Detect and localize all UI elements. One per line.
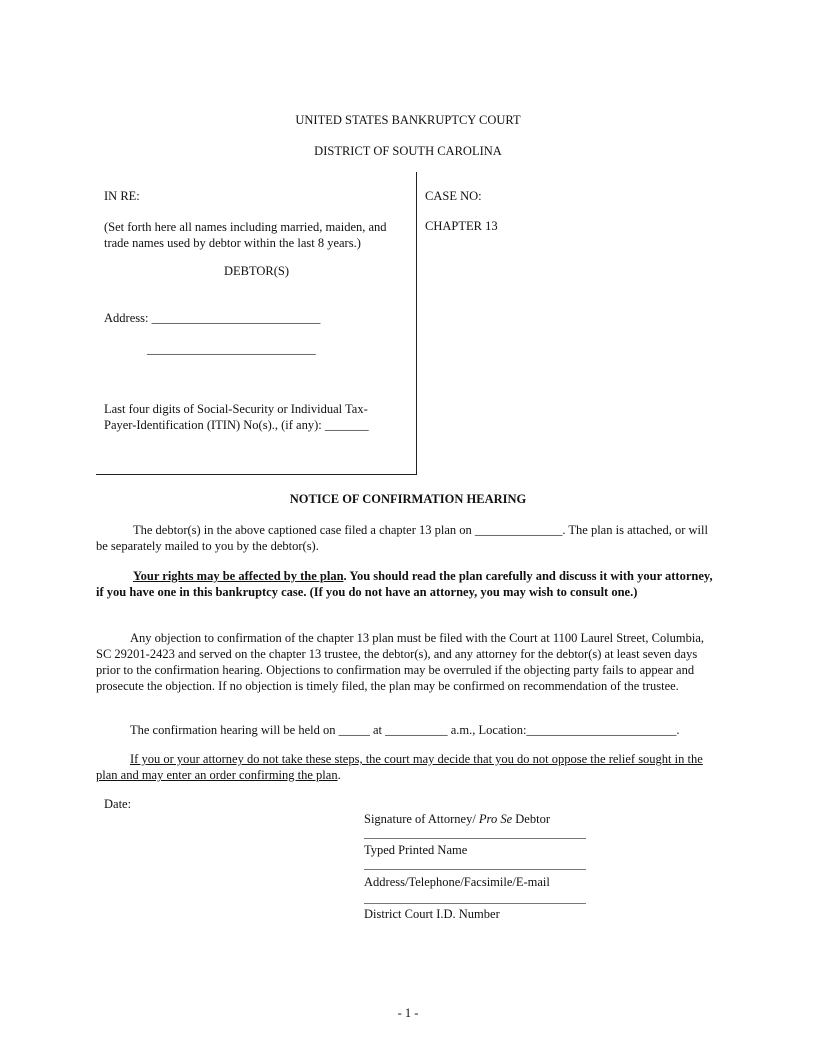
date-label: Date:	[104, 797, 132, 811]
debtors-label: DEBTOR(S)	[223, 264, 290, 278]
caption-vertical-divider	[416, 172, 417, 475]
signature-line-2	[364, 869, 586, 870]
rights-affected-rest: . You should read the plan carefully and discuss it with your attorney, if you have one in this bankruptcy case. (If you do not have an attorney, you may wish to consult one.)	[96, 569, 713, 599]
address-field-line-2: ___________________________	[147, 342, 316, 356]
contact-label: Address/Telephone/Facsimile/E-mail	[364, 875, 550, 889]
ssn-line-1: Last four digits of Social-Security or Individual Tax-	[104, 402, 368, 416]
consequence-underlined: If you or your attorney do not take these steps, the court may decide that you do not oppose the relief sought in the plan and may enter an order confirming the plan	[96, 752, 703, 782]
in-re-label: IN RE:	[104, 189, 140, 203]
names-instruction-line-2: trade names used by debtor within the last 8 years.)	[104, 236, 361, 250]
paragraph-consequence	[96, 751, 720, 783]
signature-suffix: Debtor	[512, 812, 550, 826]
signature-line-1	[364, 838, 586, 839]
address-field: Address: ___________________________	[104, 311, 321, 325]
signature-line-3	[364, 903, 586, 904]
names-instruction-line-1: (Set forth here all names including married, maiden, and	[104, 220, 387, 234]
typed-name-label: Typed Printed Name	[364, 843, 468, 857]
ssn-line-2: Payer-Identification (ITIN) No(s)., (if any): _______	[104, 418, 369, 432]
paragraph-objection: Any objection to confirmation of the chapter 13 plan must be filed with the Court at 1100 Laurel Street, Columbia, SC 29201-2423 and served on the chapter 13 trustee, the debtor(s), and any attorney for the debtor(s) at least seven days prior to the confirmation hearing. Objections to confirmation may be overruled if the objecting party fails to appear and prosecute the objection. If no objection is timely filed, the plan may be confirmed on recommendation of the trustee.	[96, 631, 705, 693]
ssn-block	[104, 401, 369, 433]
paragraph-rights	[96, 568, 720, 600]
chapter-label: CHAPTER 13	[425, 219, 498, 233]
caption-bottom-rule	[96, 474, 417, 475]
consequence-end: .	[337, 768, 341, 782]
paragraph-hearing: The confirmation hearing will be held on _____ at __________ a.m., Location:________________________.	[130, 723, 680, 737]
district-name: DISTRICT OF SOUTH CAROLINA	[314, 144, 502, 158]
court-name: UNITED STATES BANKRUPTCY COURT	[295, 113, 521, 127]
page-number: - 1 -	[397, 1006, 419, 1020]
court-id-label: District Court I.D. Number	[364, 907, 500, 921]
paragraph-plan-filed: The debtor(s) in the above captioned case filed a chapter 13 plan on ______________. The plan is attached, or will be separately mailed to you by the debtor(s).	[96, 523, 708, 553]
names-instruction	[104, 219, 387, 251]
case-no-label: CASE NO:	[425, 189, 482, 203]
signature-pro-se: Pro Se	[478, 812, 513, 826]
signature-prefix: Signature of Attorney/	[364, 812, 479, 826]
notice-title: NOTICE OF CONFIRMATION HEARING	[289, 492, 527, 506]
rights-affected-underlined: Your rights may be affected by the plan	[133, 569, 344, 583]
signature-attorney-label	[364, 812, 550, 827]
